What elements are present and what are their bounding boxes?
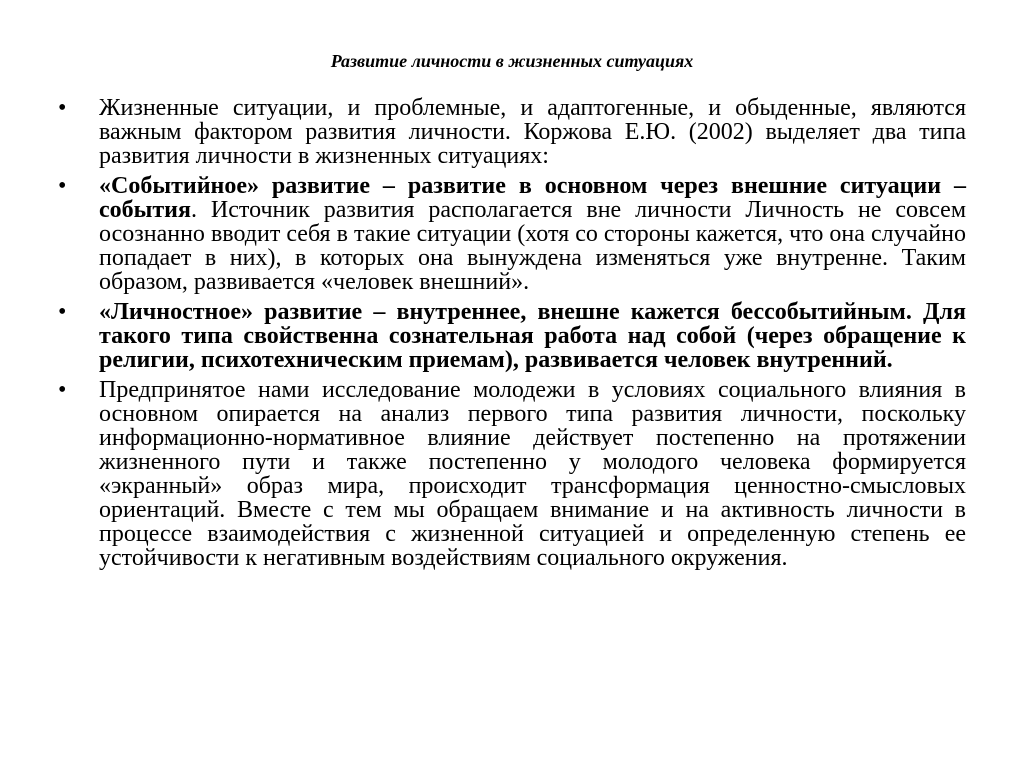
bullet-icon: • bbox=[58, 377, 67, 403]
bullet-item-3 bbox=[58, 300, 966, 372]
bullet-item-4 bbox=[58, 378, 966, 570]
bullet-icon: • bbox=[58, 299, 67, 325]
bullet-item-1 bbox=[58, 96, 966, 168]
bullet-icon: • bbox=[58, 95, 67, 121]
bullet-list bbox=[58, 96, 966, 576]
bullet-text: Предпринятое нами исследование молодежи в условиях социального влияния в основном опирается на анализ первого типа развития личности, поскольку информационно-нормативное влияние действует постепенно на протяжении жизненного пути и также постепенно у молодого человека формируется «экранный» образ мира, происходит трансформация ценностно-смысловых ориентаций. Вместе с тем мы обращаем внимание и на активность личности в процессе взаимодействия с жизненной ситуацией и определенную степень ее устойчивости к негативным воздействиям социального окружения. bbox=[99, 377, 966, 571]
bullet-text: . Источник развития располагается вне личности Личность не совсем осознанно вводит себя в такие ситуации (хотя со стороны кажется, что она случайно попадает в них), в которых она вынуждена изменяться уже внутренне. Таким образом, развивается «человек внешний». bbox=[99, 197, 966, 295]
slide-title: Развитие личности в жизненных ситуациях bbox=[330, 51, 694, 71]
bullet-bold-text: «Событийное» развитие – развитие в основном через внешние ситуации – события bbox=[99, 173, 966, 223]
bullet-item-2 bbox=[58, 174, 966, 294]
bullet-text: Жизненные ситуации, и проблемные, и адаптогенные, и обыденные, являются важным фактором развития личности. Коржова Е.Ю. (2002) выделяет два типа развития личности в жизненных ситуациях: bbox=[99, 95, 966, 169]
bullet-icon: • bbox=[58, 173, 67, 199]
bullet-bold-text: «Личностное» развитие – внутреннее, внешне кажется бессобытийным. Для такого типа свойственна сознательная работа над собой (через обращение к религии, психотехническим приемам), развивается человек внутренний. bbox=[99, 299, 966, 373]
